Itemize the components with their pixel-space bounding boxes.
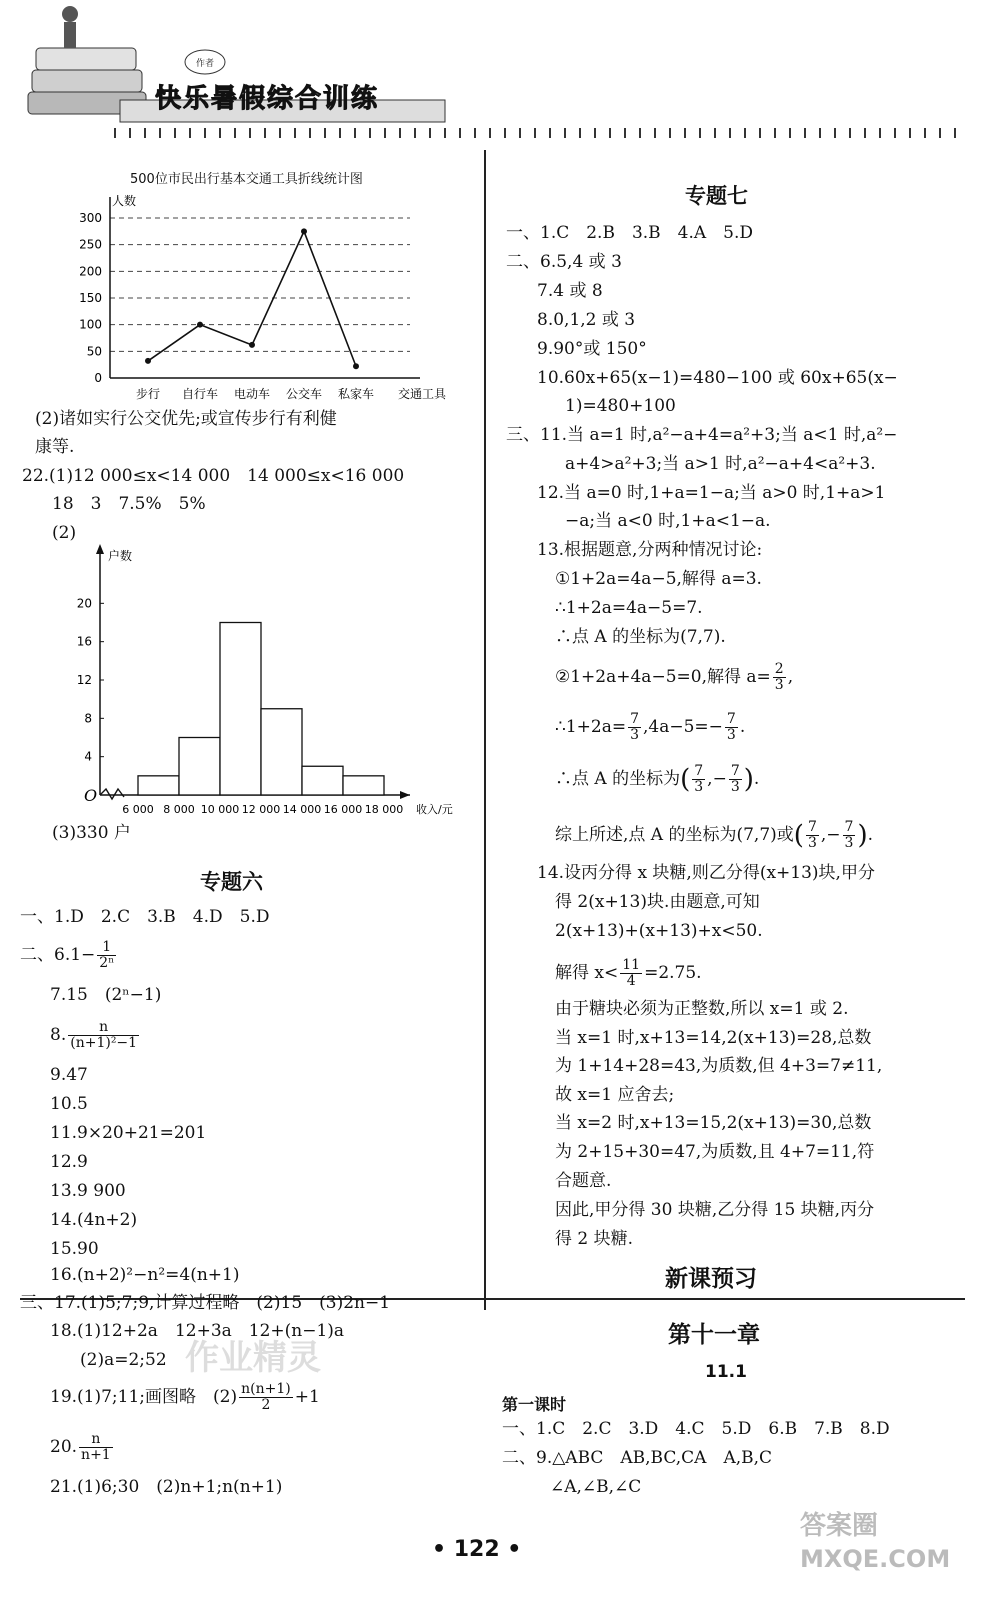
s7-line-7: 1)=480+100	[565, 396, 676, 416]
histogram-bar	[343, 776, 384, 795]
header-banner	[20, 0, 965, 150]
s6-line-2: 二、6.1− $\frac{1}{\text{2ⁿ}}$	[20, 939, 115, 971]
section-6-title: 专题六	[200, 870, 263, 894]
x-tick-label: 6 000	[122, 803, 154, 816]
s7-line-22: 2(x+13)+(x+13)+x<50.	[555, 921, 763, 941]
s7-line-20: 14.设丙分得 x 块糖,则乙分得(x+13)块,甲分	[537, 863, 875, 883]
s7-line-13: ①1+2a=4a−5,解得 a=3.	[555, 569, 762, 589]
s7-line-5: 9.90°或 150°	[537, 339, 647, 359]
y-axis-label: 人数	[112, 194, 137, 208]
s7-line-14: ∴1+2a=4a−5=7.	[555, 598, 703, 618]
axis-break-icon	[100, 789, 124, 799]
s6-line-10: 14.(4n+2)	[50, 1210, 138, 1230]
s7-line-6: 10.60x+65(x−1)=480−100 或 60x+65(x−	[537, 368, 898, 388]
y-tick-label: 0	[94, 371, 102, 385]
data-point	[353, 363, 359, 369]
histogram-bar	[261, 709, 302, 795]
x-axis-label: 收入/元	[416, 803, 453, 816]
s6-line-1: 一、1.D 2.C 3.B 4.D 5.D	[20, 907, 270, 927]
data-point	[249, 342, 255, 348]
y-tick-label: 16	[76, 634, 92, 649]
q21-2-line2: 康等.	[35, 437, 75, 457]
q22-2-label: (2)	[52, 523, 77, 543]
s7-line-15: ∴点 A 的坐标为(7,7).	[555, 627, 726, 647]
watermark-logo: 答案圈	[800, 1511, 879, 1541]
s7-line-32: 得 2 块糖.	[555, 1229, 634, 1249]
y-tick-label: 150	[79, 291, 102, 305]
s7-line-12: 13.根据题意,分两种情况讨论:	[537, 540, 763, 560]
y-tick-label: 20	[76, 596, 92, 611]
q22-3: (3)330 户	[52, 823, 131, 843]
s6-line-7: 11.9×20+21=201	[50, 1123, 207, 1143]
y-tick-label: 300	[79, 211, 102, 225]
faint-stamp: 作业精灵	[185, 1338, 321, 1378]
lesson-line-2: 二、9.△ABC AB,BC,CA A,B,C	[502, 1448, 773, 1468]
x-axis-label: 交通工具	[398, 387, 447, 401]
x-tick-label: 公交车	[285, 387, 323, 401]
s7-line-29: 为 2+15+30=47,为质数,且 4+7=11,符	[555, 1142, 875, 1162]
s6-line-13: 三、17.(1)5;7;9,计算过程略 (2)15 (3)2n−1	[20, 1293, 391, 1313]
s6-line-17: 20. $\frac{n}{n+1}$	[50, 1431, 111, 1463]
y-tick-label: 8	[84, 711, 92, 726]
q22-1-line2: 18 3 7.5% 5%	[52, 494, 206, 514]
histogram-bar	[138, 776, 179, 795]
x-tick-label: 10 000	[200, 803, 240, 816]
s7-line-17: ∴1+2a= $\frac{7}{3}$ ,4a−5=− $\frac{7}{3}$ .	[555, 711, 746, 743]
s6-line-15: (2)a=2;52	[80, 1350, 167, 1370]
y-tick-label: 50	[86, 344, 102, 359]
q22-1-line1: 22.(1)12 000≤x<14 000 14 000≤x<16 000	[22, 466, 405, 486]
x-tick-label: 私家车	[337, 387, 375, 401]
s6-line-6: 10.5	[50, 1094, 88, 1114]
s6-line-3: 7.15 (2ⁿ−1)	[50, 985, 162, 1005]
s7-line-10: 12.当 a=0 时,1+a=1−a;当 a>0 时,1+a>1	[537, 483, 886, 503]
books-illustration	[20, 0, 965, 150]
y-tick-label: 12	[76, 673, 92, 687]
s7-line-28: 当 x=2 时,x+13=15,2(x+13)=30,总数	[555, 1113, 872, 1133]
lesson-title: 第一课时	[502, 1395, 567, 1414]
x-tick-label: 自行车	[181, 387, 219, 401]
x-tick-label: 18 000	[364, 803, 404, 816]
x-tick-label: 8 000	[163, 803, 195, 816]
s6-line-8: 12.9	[50, 1152, 88, 1172]
origin-label: O	[84, 786, 98, 805]
s7-line-8: 三、11.当 a=1 时,a²−a+4=a²+3;当 a<1 时,a²−	[506, 425, 898, 445]
s6-line-9: 13.9 900	[50, 1181, 126, 1201]
s6-line-14: 18.(1)12+2a 12+3a 12+(n−1)a	[50, 1321, 345, 1341]
s6-line-5: 9.47	[50, 1065, 88, 1085]
y-tick-label: 200	[79, 264, 102, 279]
x-tick-label: 电动车	[233, 387, 271, 401]
s7-line-18: ∴点 A 的坐标为( $\frac{7}{3}$ ,− $\frac{7}{3}$ ).	[555, 763, 760, 795]
x-tick-label: 14 000	[282, 803, 322, 816]
lesson-line-3: ∠A,∠B,∠C	[550, 1477, 642, 1497]
subsection-title: 11.1	[705, 1362, 747, 1382]
y-arrow-icon	[96, 544, 104, 554]
s7-line-21: 得 2(x+13)块.由题意,可知	[555, 892, 760, 912]
column-divider	[484, 150, 486, 1310]
page-number: • 122 •	[432, 1537, 522, 1562]
s7-line-30: 合题意.	[555, 1171, 612, 1191]
q21-2-line1: (2)诸如实行公交优先;或宣传步行有利健	[35, 409, 337, 429]
histogram-bar	[220, 623, 261, 796]
data-point	[145, 358, 151, 364]
s7-line-1: 一、1.C 2.B 3.B 4.A 5.D	[506, 223, 753, 243]
s7-line-2: 二、6.5,4 或 3	[506, 252, 622, 272]
x-tick-label: 步行	[135, 387, 161, 401]
s7-line-27: 故 x=1 应舍去;	[555, 1085, 675, 1105]
s6-line-18: 21.(1)6;30 (2)n+1;n(n+1)	[50, 1477, 283, 1497]
y-tick-label: 100	[79, 317, 102, 332]
chapter-title: 第十一章	[668, 1322, 760, 1348]
y-tick-label: 250	[79, 237, 102, 252]
data-point	[197, 322, 203, 328]
s7-line-11: −a;当 a<0 时,1+a<1−a.	[565, 511, 771, 531]
watermark-url: MXQE.COM	[800, 1545, 951, 1573]
s7-line-9: a+4>a²+3;当 a>1 时,a²−a+4<a²+3.	[565, 454, 876, 474]
s7-line-31: 因此,甲分得 30 块糖,乙分得 15 块糖,丙分	[555, 1200, 875, 1220]
x-tick-label: 12 000	[241, 803, 281, 816]
s6-line-16: 19.(1)7;11;画图略 (2) $\frac{n(n+1)}{2}$ +1	[50, 1381, 320, 1413]
histogram-bar	[179, 738, 220, 796]
s7-line-3: 7.4 或 8	[537, 281, 603, 301]
y-tick-label: 4	[84, 749, 92, 764]
s7-line-16: ②1+2a+4a−5=0,解得 a= $\frac{2}{3}$ ,	[555, 661, 794, 693]
y-axis-label: 户数	[108, 549, 133, 563]
data-point	[301, 228, 307, 234]
line-chart	[70, 185, 470, 405]
line-chart-title: 500位市民出行基本交通工具折线统计图	[130, 172, 363, 187]
s7-line-24: 由于糖块必须为正整数,所以 x=1 或 2.	[555, 999, 849, 1019]
s7-line-23: 解得 x< $\frac{11}{4}$ =2.75.	[555, 957, 702, 989]
s7-line-25: 当 x=1 时,x+13=14,2(x+13)=28,总数	[555, 1028, 872, 1048]
histogram	[70, 540, 470, 830]
header-title: 快乐暑假综合训练	[155, 84, 380, 114]
lesson-line-1: 一、1.C 2.C 3.D 4.C 5.D 6.B 7.B 8.D	[502, 1419, 890, 1439]
x-arrow-icon	[400, 791, 410, 799]
s7-line-26: 为 1+14+28=43,为质数,但 4+3=7≠11,	[555, 1056, 883, 1076]
s7-line-19: 综上所述,点 A 的坐标为(7,7)或( $\frac{7}{3}$ ,− $\frac{7}{3}$ ).	[555, 819, 874, 851]
s6-line-11: 15.90	[50, 1239, 99, 1259]
section-7-title: 专题七	[685, 184, 748, 208]
s6-line-12: 16.(n+2)²−n²=4(n+1)	[50, 1265, 240, 1285]
s7-line-4: 8.0,1,2 或 3	[537, 310, 636, 330]
histogram-bar	[302, 766, 343, 795]
header-badge: 作者	[196, 59, 215, 69]
x-tick-label: 16 000	[323, 803, 363, 816]
preview-title: 新课预习	[665, 1266, 757, 1292]
s6-line-4: 8. $\frac{n}{\text{(n+1)²−1}}$	[50, 1019, 138, 1051]
